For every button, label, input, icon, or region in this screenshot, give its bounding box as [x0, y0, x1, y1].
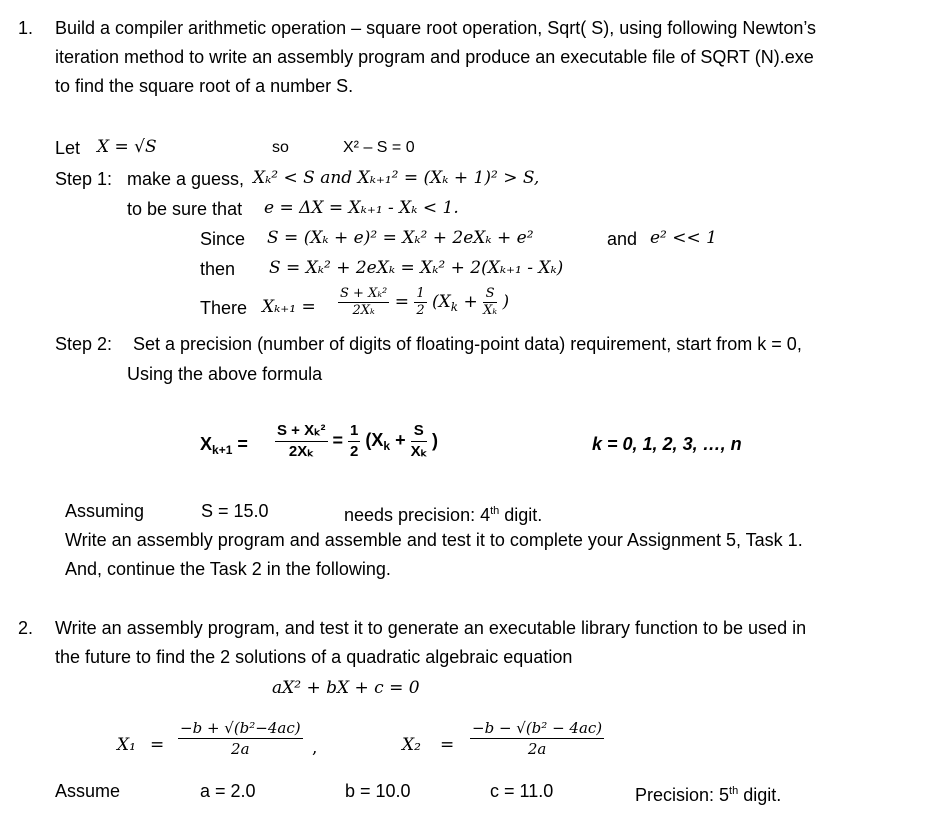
let-math: X = √S	[97, 137, 157, 157]
q1-line1: Build a compiler arithmetic operation – square root operation, Sqrt( S), using following Newton’s	[55, 18, 817, 38]
there-fraction	[338, 286, 509, 319]
step1-math: Xₖ² < S and Xₖ₊₁² = (Xₖ + 1)² > S,	[253, 168, 540, 188]
step2-line2: Using the above formula	[127, 364, 323, 384]
formula-close: )	[432, 430, 439, 451]
k-range: k = 0, 1, 2, 3, …, n	[592, 434, 742, 454]
x2-fraction	[470, 718, 604, 759]
x1-denominator: 2a	[231, 740, 250, 758]
there-label: There	[200, 298, 248, 318]
so-equation: X² – S = 0	[343, 139, 415, 156]
quadratic-equation: aX² + bX + c = 0	[272, 678, 420, 698]
write-line: Write an assembly program and assemble and test it to complete your Assignment 5, Task 1.	[65, 530, 803, 550]
x2-numerator: −b − √(b² − 4ac)	[472, 719, 603, 737]
step2-label: Step 2:	[55, 334, 113, 354]
there-s-num: S	[483, 286, 497, 303]
q2-precision-text: Precision: 5	[635, 785, 730, 805]
formula-s-den: Xₖ	[410, 443, 427, 460]
formula-frac-den: 2Xₖ	[288, 443, 314, 460]
precision-note-text: needs precision: 4	[344, 505, 491, 525]
q1-line2: iteration method to write an assembly program and produce an executable file of SQRT (N).exe	[55, 47, 814, 67]
x1-equals: =	[150, 735, 165, 755]
x2-equals: =	[440, 735, 455, 755]
since-tail-math: e² << 1	[650, 228, 717, 248]
x2-label: X₂	[402, 735, 421, 755]
since-and: and	[607, 229, 638, 249]
formula-half-den: 2	[350, 443, 359, 460]
a-value: a = 2.0	[200, 781, 256, 801]
since-label: Since	[200, 229, 246, 249]
there-paren: ($X_k$ +	[432, 292, 484, 314]
then-label: then	[200, 259, 236, 279]
step1-text: make a guess,	[127, 169, 245, 189]
formula-s-num: S	[411, 421, 427, 442]
q2-precision-th: th	[729, 785, 739, 797]
x1-label: X₁	[117, 735, 136, 755]
there-frac-num: S + Xₖ²	[340, 286, 388, 301]
x2-denominator: 2a	[527, 740, 547, 758]
q1-line3: to find the square root of a number S.	[55, 76, 354, 96]
there-frac-den: 2Xₖ	[352, 303, 375, 318]
so-label: so	[272, 139, 289, 156]
there-close: )	[502, 292, 510, 312]
precision-note	[344, 499, 542, 527]
x1-comma: ,	[312, 738, 318, 758]
to-be-sure-text: to be sure that	[127, 199, 243, 219]
c-value: c = 11.0	[490, 781, 554, 801]
precision-note-digit: digit.	[499, 505, 543, 525]
q2-precision	[635, 779, 781, 807]
to-be-sure-math: e = ΔX = Xₖ₊₁ - Xₖ < 1.	[264, 198, 459, 218]
b-value: b = 10.0	[345, 781, 411, 801]
formula-half-num: 1	[348, 421, 360, 442]
s-value: S = 15.0	[201, 501, 269, 521]
formula-frac-num: S + Xₖ²	[275, 421, 328, 442]
there-equals: =	[394, 292, 415, 312]
let-label: Let	[55, 138, 81, 158]
precision-note-th: th	[490, 505, 500, 517]
continue-line: And, continue the Task 2 in the following.	[65, 559, 391, 579]
there-lhs: Xₖ₊₁ =	[262, 297, 316, 317]
x1-numerator: −b + √(b²−4ac)	[180, 719, 301, 737]
formula-lhs: $X_{k+1}$ =	[200, 434, 248, 457]
there-half-num: 1	[416, 286, 425, 301]
since-math: S = (Xₖ + e)² = Xₖ² + 2eXₖ + e²	[267, 228, 534, 248]
there-s-den: Xₖ	[483, 303, 498, 318]
formula-fraction	[275, 421, 438, 462]
q2-precision-digit: digit.	[738, 785, 782, 805]
step1-label: Step 1:	[55, 169, 113, 189]
q2-line1: Write an assembly program, and test it to generate an executable library function to be used in	[55, 618, 807, 638]
q2-number: 2.	[18, 618, 34, 638]
step2-text: Set a precision (number of digits of floating-point data) requirement, start from k = 0,	[133, 334, 802, 354]
formula-paren: ($X_k$ +	[365, 430, 411, 454]
then-math: S = Xₖ² + 2eXₖ = Xₖ² + 2(Xₖ₊₁ - Xₖ)	[269, 258, 564, 278]
q1-number: 1.	[18, 18, 34, 38]
assuming-label: Assuming	[65, 501, 145, 521]
assume-label: Assume	[55, 781, 121, 801]
formula-equals: =	[332, 430, 349, 451]
x1-fraction	[178, 718, 303, 759]
there-half-den: 2	[416, 303, 425, 318]
q2-line2: the future to find the 2 solutions of a quadratic algebraic equation	[55, 647, 573, 667]
